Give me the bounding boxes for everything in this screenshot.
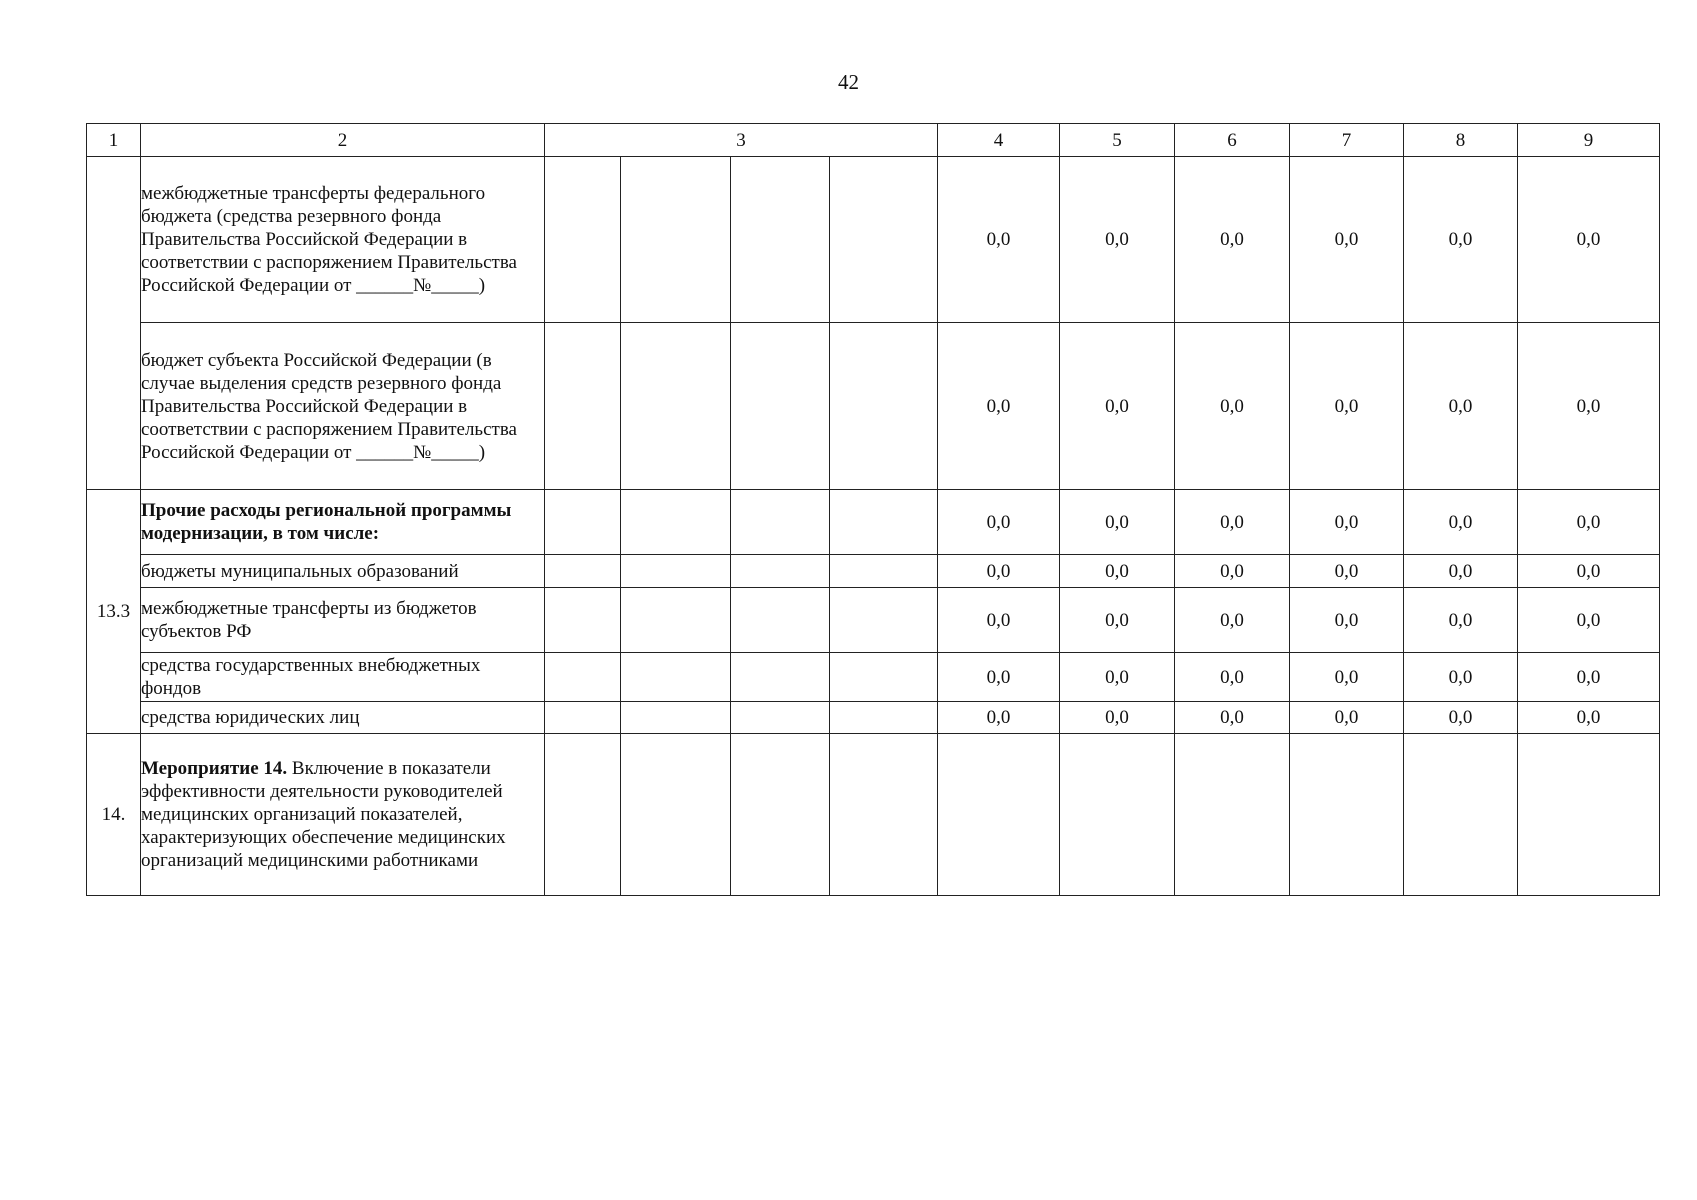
page-number: 42 [838,70,859,94]
value-cell: 0,0 [1175,702,1290,734]
table-row [87,323,1660,490]
row-description: Прочие расходы региональной программы модернизации, в том числе: [141,490,545,555]
value-cell: 0,0 [1518,588,1660,653]
header-col-1: 1 [87,124,141,157]
value-cell: 0,0 [1290,588,1404,653]
measure-title: Мероприятие 14. [141,758,288,779]
header-col-7: 7 [1290,124,1404,157]
header-col-9: 9 [1518,124,1660,157]
value-cell: 0,0 [1060,555,1175,588]
table-row [87,157,1660,323]
value-cell: 0,0 [1060,157,1175,323]
header-col-5: 5 [1060,124,1175,157]
value-cell: 0,0 [1518,555,1660,588]
row-description: средства юридических лиц [141,702,545,734]
row-description [141,734,545,896]
value-cell: 0,0 [1175,490,1290,555]
value-cell: 0,0 [938,555,1060,588]
value-cell: 0,0 [1175,588,1290,653]
value-cell: 0,0 [1404,555,1518,588]
table-row [87,555,1660,588]
value-cell: 0,0 [1060,490,1175,555]
value-cell: 0,0 [1175,157,1290,323]
value-cell: 0,0 [938,588,1060,653]
row-description: межбюджетные трансферты из бюджетов субъектов РФ [141,588,545,653]
row-description: межбюджетные трансферты федерального бюджета (средства резервного фонда Правительства Российской Федерации в соответствии с распоряжением Правительства Российской Федерации от ______№_____) [141,157,545,323]
table-row [87,702,1660,734]
value-cell: 0,0 [1518,490,1660,555]
value-cell: 0,0 [1060,702,1175,734]
value-cell: 0,0 [1290,490,1404,555]
value-cell: 0,0 [1175,653,1290,702]
value-cell: 0,0 [1175,323,1290,490]
row-description: бюджеты муниципальных образований [141,555,545,588]
value-cell: 0,0 [1404,157,1518,323]
value-cell: 0,0 [1404,323,1518,490]
value-cell: 0,0 [1290,653,1404,702]
table-row [87,734,1660,896]
value-cell: 0,0 [1404,653,1518,702]
header-col-2: 2 [141,124,545,157]
value-cell: 0,0 [1404,490,1518,555]
value-cell: 0,0 [1060,653,1175,702]
value-cell: 0,0 [1518,653,1660,702]
value-cell: 0,0 [938,157,1060,323]
value-cell: 0,0 [1060,588,1175,653]
value-cell: 0,0 [1518,702,1660,734]
header-col-4: 4 [938,124,1060,157]
row-number-cell: 13.3 [87,490,141,734]
value-cell: 0,0 [938,653,1060,702]
value-cell: 0,0 [1290,323,1404,490]
row-description: бюджет субъекта Российской Федерации (в случае выделения средств резервного фонда Правительства Российской Федерации в соответствии с распоряжением Правительства Российской Федерации от ______№_____) [141,323,545,490]
value-cell: 0,0 [1518,157,1660,323]
row-number-cell [87,157,141,490]
header-col-8: 8 [1404,124,1518,157]
header-row [87,124,1660,157]
value-cell: 0,0 [1290,157,1404,323]
table-row [87,653,1660,702]
value-cell: 0,0 [1175,555,1290,588]
value-cell: 0,0 [1404,588,1518,653]
value-cell: 0,0 [938,323,1060,490]
row-number-cell: 14. [87,734,141,896]
value-cell: 0,0 [1518,323,1660,490]
row-description: средства государственных внебюджетных фондов [141,653,545,702]
value-cell: 0,0 [1060,323,1175,490]
value-cell: 0,0 [1404,702,1518,734]
budget-table [86,123,1660,896]
value-cell: 0,0 [938,702,1060,734]
value-cell: 0,0 [1290,702,1404,734]
header-col-3: 3 [545,124,938,157]
measure-text: Включение в показатели эффективности деятельности руководителей медицинских организаций показателей, характеризующих обеспечение медицинских организаций медицинскими работниками [141,758,506,871]
header-col-6: 6 [1175,124,1290,157]
value-cell: 0,0 [1290,555,1404,588]
value-cell: 0,0 [938,490,1060,555]
table-row [87,588,1660,653]
table-row [87,490,1660,555]
